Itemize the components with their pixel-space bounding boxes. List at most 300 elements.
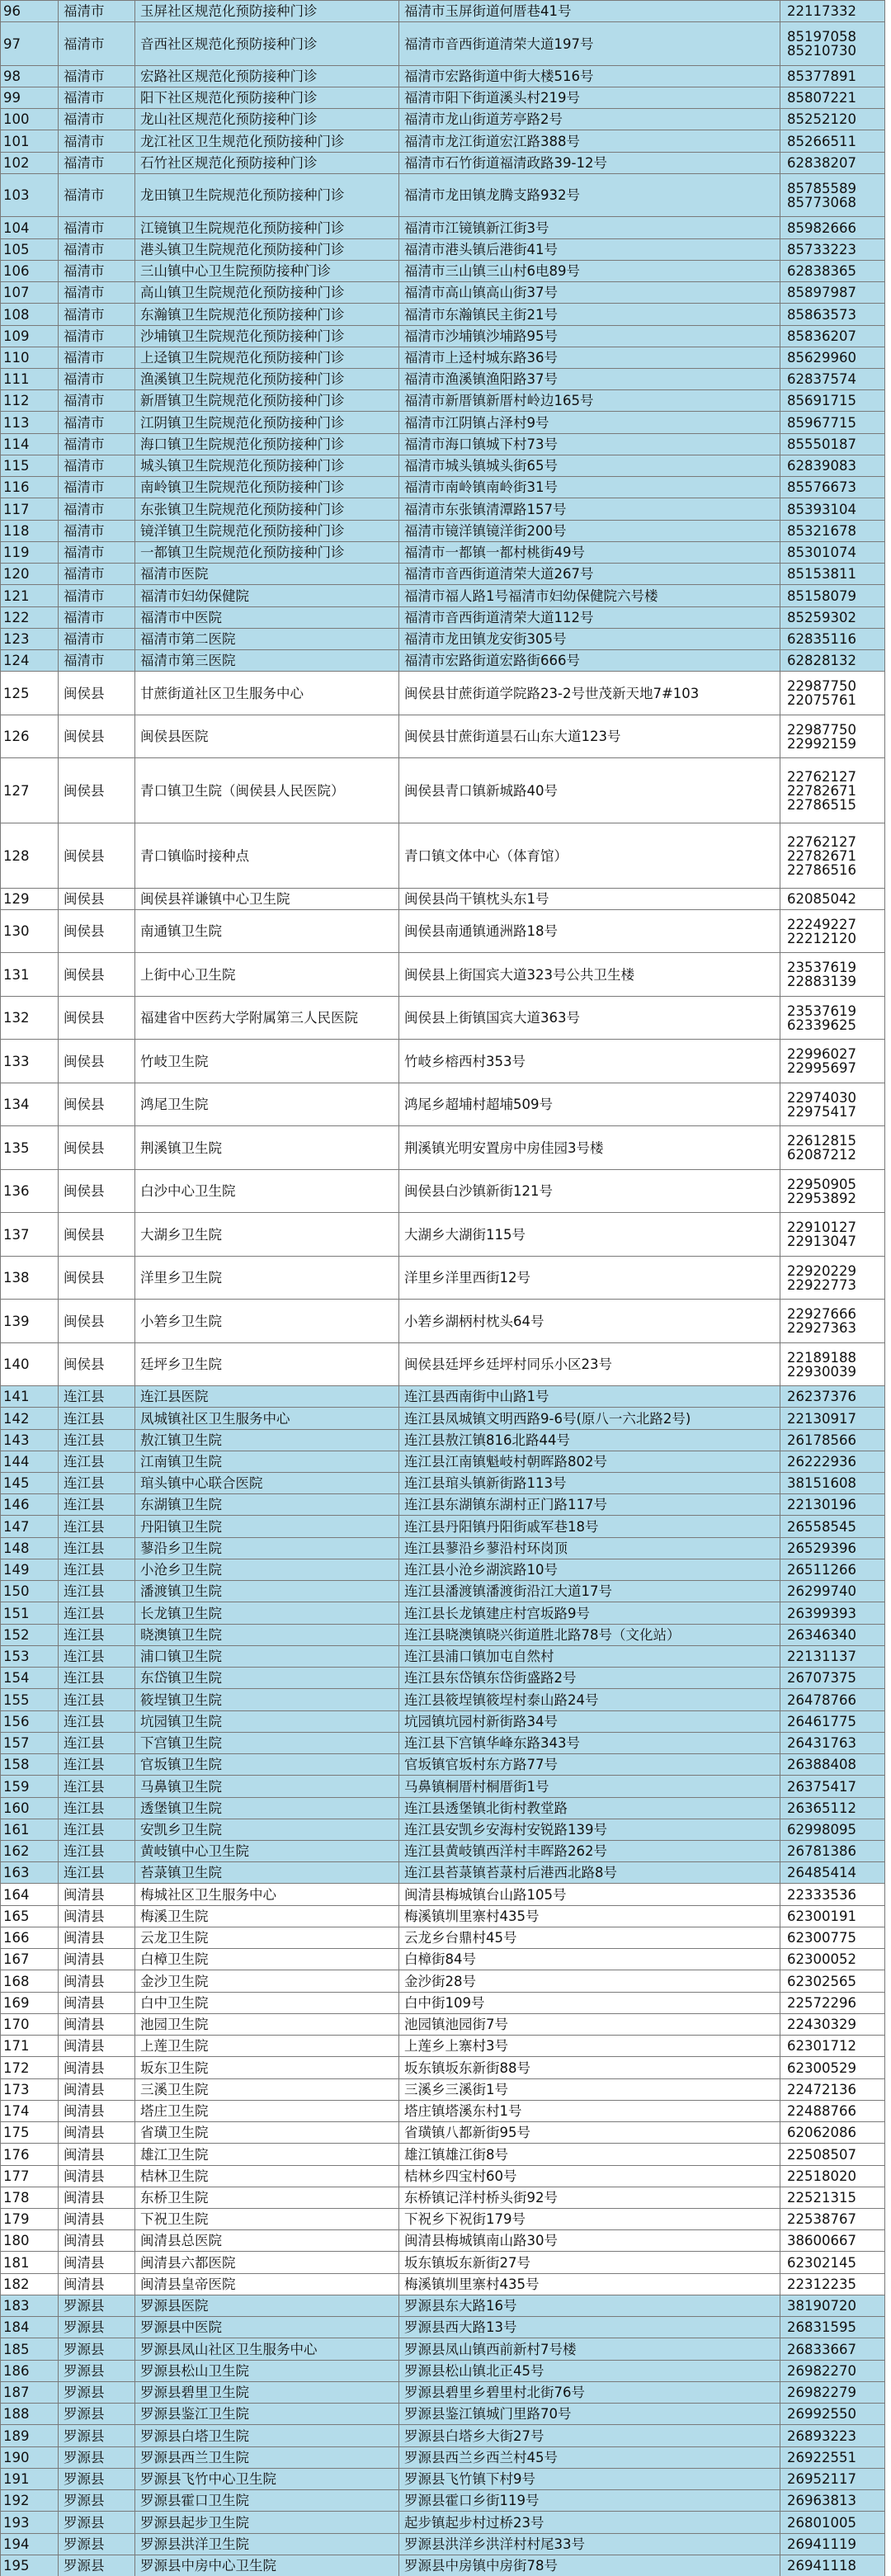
phone-number: 85982666 [787, 219, 856, 236]
phone-number: 62839083 [787, 458, 856, 474]
site-name-cell: 小沧乡卫生院 [135, 1559, 399, 1581]
phone-cell [780, 1993, 885, 2014]
address-cell: 连江县丹阳镇丹阳街戚军巷18号 [399, 1516, 780, 1538]
row-number: 153 [1, 1646, 59, 1668]
site-name-cell: 小箬乡卫生院 [135, 1300, 399, 1343]
district-cell: 福清市 [59, 521, 135, 542]
phone-number: 85393104 [787, 501, 856, 517]
phone-number: 26982270 [787, 2363, 856, 2379]
table-row [1, 282, 885, 304]
row-number: 147 [1, 1516, 59, 1538]
table-row [1, 2057, 885, 2079]
address-cell: 洋里乡洋里西街12号 [399, 1257, 780, 1300]
table-row [1, 347, 885, 369]
phone-number: 85863573 [787, 306, 856, 323]
table-row [1, 130, 885, 153]
district-cell: 连江县 [59, 1754, 135, 1776]
district-cell: 罗源县 [59, 2490, 135, 2512]
phone-cell [780, 1884, 885, 1906]
row-number: 106 [1, 261, 59, 282]
district-cell: 福清市 [59, 498, 135, 521]
row-number: 169 [1, 1993, 59, 2014]
phone-number: 26707375 [787, 1670, 856, 1686]
district-cell: 闽侯县 [59, 1083, 135, 1126]
phone-cell [780, 1494, 885, 1516]
site-name-cell: 坂东卫生院 [135, 2057, 399, 2079]
address-cell: 连江县安凯乡安海村安锐路139号 [399, 1819, 780, 1841]
phone-number: 26529396 [787, 1540, 856, 1556]
phone-cell [780, 2014, 885, 2036]
district-cell: 连江县 [59, 1473, 135, 1494]
address-cell: 荆溪镇光明安置房中房佳园3号楼 [399, 1126, 780, 1170]
site-name-cell: 闽清县皇帝医院 [135, 2274, 399, 2295]
address-cell: 福清市南岭镇南岭街31号 [399, 477, 780, 498]
site-name-cell: 桔林卫生院 [135, 2166, 399, 2187]
address-cell: 闽侯县甘蔗街道学院路23-2号世茂新天地7#103 [399, 672, 780, 715]
row-number: 125 [1, 672, 59, 715]
phone-cell [780, 2036, 885, 2057]
site-name-cell: 东湖镇卫生院 [135, 1494, 399, 1516]
row-number: 156 [1, 1711, 59, 1733]
table-row [1, 2512, 885, 2534]
table-row [1, 1602, 885, 1625]
phone-cell [780, 910, 885, 953]
table-row [1, 2404, 885, 2425]
site-name-cell: 罗源县医院 [135, 2295, 399, 2317]
site-name-cell: 阳下社区规范化预防接种门诊 [135, 87, 399, 109]
row-number: 141 [1, 1386, 59, 1408]
address-cell: 福清市福人路1号福清市妇幼保健院六号楼 [399, 585, 780, 607]
row-number: 160 [1, 1798, 59, 1819]
phone-number: 62828132 [787, 653, 856, 668]
site-name-cell: 鸿尾卫生院 [135, 1083, 399, 1126]
site-name-cell: 东岱镇卫生院 [135, 1668, 399, 1689]
phone-cell [780, 542, 885, 564]
phone-number: 23537619 [787, 960, 856, 975]
phone-number: 22996027 [787, 1046, 856, 1062]
row-number: 159 [1, 1776, 59, 1798]
row-number: 98 [1, 66, 59, 87]
district-cell: 闽清县 [59, 1927, 135, 1949]
site-name-cell: 透堡镇卫生院 [135, 1798, 399, 1819]
address-cell: 官坂镇官坂村东方路77号 [399, 1754, 780, 1776]
row-number: 113 [1, 412, 59, 434]
address-cell: 金沙街28号 [399, 1970, 780, 1993]
phone-number: 85301074 [787, 545, 856, 560]
table-row [1, 2469, 885, 2490]
phone-cell [780, 2512, 885, 2534]
address-cell: 罗源县西兰乡西兰村45号 [399, 2447, 780, 2469]
district-cell: 连江县 [59, 1668, 135, 1689]
table-row [1, 889, 885, 910]
district-cell: 闽清县 [59, 2101, 135, 2122]
phone-cell [780, 1581, 885, 1602]
row-number: 148 [1, 1538, 59, 1559]
site-name-cell: 蓼沿乡卫生院 [135, 1538, 399, 1559]
table-row [1, 153, 885, 174]
phone-number: 85197058 [787, 29, 856, 45]
phone-cell [780, 217, 885, 239]
table-row [1, 1668, 885, 1689]
address-cell: 梅溪镇圳里寨村435号 [399, 2274, 780, 2295]
phone-number: 62837574 [787, 371, 856, 387]
site-name-cell: 福清市妇幼保健院 [135, 585, 399, 607]
district-cell: 连江县 [59, 1602, 135, 1625]
site-name-cell: 下祝卫生院 [135, 2209, 399, 2230]
row-number: 119 [1, 542, 59, 564]
phone-number: 85321678 [787, 523, 856, 539]
table-row [1, 1819, 885, 1841]
phone-cell [780, 22, 885, 66]
phone-number: 22131137 [787, 1649, 856, 1664]
row-number: 191 [1, 2469, 59, 2490]
site-name-cell: 筱埕镇卫生院 [135, 1689, 399, 1711]
district-cell: 闽侯县 [59, 758, 135, 823]
address-cell: 罗源县凤山镇西前新村7号楼 [399, 2338, 780, 2361]
phone-number: 22762127 [787, 768, 856, 785]
address-cell: 上莲乡上寨村3号 [399, 2036, 780, 2057]
phone-number: 62302565 [787, 1973, 856, 1989]
district-cell: 福清市 [59, 22, 135, 66]
phone-cell [780, 607, 885, 629]
row-number: 178 [1, 2187, 59, 2209]
site-name-cell: 龙山社区规范化预防接种门诊 [135, 109, 399, 130]
phone-cell [780, 1602, 885, 1625]
phone-number: 22975417 [787, 1103, 856, 1120]
table-row [1, 22, 885, 66]
site-name-cell: 南通镇卫生院 [135, 910, 399, 953]
table-row [1, 1862, 885, 1884]
row-number: 127 [1, 758, 59, 823]
row-number: 134 [1, 1083, 59, 1126]
district-cell: 闽清县 [59, 2209, 135, 2230]
phone-number: 85252120 [787, 111, 856, 127]
phone-cell [780, 1625, 885, 1646]
phone-cell [780, 66, 885, 87]
address-cell: 连江县蓼沿乡蓼沿村环岗顶 [399, 1538, 780, 1559]
district-cell: 闽清县 [59, 2057, 135, 2079]
phone-number: 22987750 [787, 721, 856, 738]
phone-cell [780, 1711, 885, 1733]
table-row [1, 1213, 885, 1257]
address-cell: 福清市海口镇城下村73号 [399, 434, 780, 455]
address-cell: 连江县琯头镇新街路113号 [399, 1473, 780, 1494]
table-row [1, 87, 885, 109]
district-cell: 连江县 [59, 1711, 135, 1733]
phone-number: 26963813 [787, 2493, 856, 2508]
table-row [1, 953, 885, 997]
phone-number: 22130917 [787, 1410, 856, 1427]
phone-cell [780, 1949, 885, 1970]
phone-cell [780, 2382, 885, 2404]
site-name-cell: 白樟卫生院 [135, 1949, 399, 1970]
table-row [1, 758, 885, 823]
phone-number: 22488766 [787, 2103, 856, 2119]
phone-cell [780, 304, 885, 326]
site-name-cell: 凤城镇社区卫生服务中心 [135, 1408, 399, 1430]
phone-cell [780, 1473, 885, 1494]
phone-number: 62300052 [787, 1951, 856, 1967]
row-number: 163 [1, 1862, 59, 1884]
address-cell: 连江县长龙镇建庄村宫坂路9号 [399, 1602, 780, 1625]
row-number: 150 [1, 1581, 59, 1602]
phone-number: 62998095 [787, 1822, 856, 1838]
row-number: 194 [1, 2534, 59, 2555]
phone-cell [780, 153, 885, 174]
district-cell: 闽清县 [59, 2144, 135, 2166]
phone-number: 26478766 [787, 1691, 856, 1708]
phone-cell [780, 1430, 885, 1451]
table-row [1, 2425, 885, 2447]
site-name-cell: 下宫镇卫生院 [135, 1733, 399, 1754]
district-cell: 闽清县 [59, 2036, 135, 2057]
site-name-cell: 梅溪卫生院 [135, 1906, 399, 1927]
row-number: 115 [1, 455, 59, 477]
district-cell: 福清市 [59, 66, 135, 87]
table-row [1, 1408, 885, 1430]
site-name-cell: 罗源县飞竹中心卫生院 [135, 2469, 399, 2490]
site-name-cell: 宏路社区规范化预防接种门诊 [135, 66, 399, 87]
address-cell: 塔庄镇塔溪东村1号 [399, 2101, 780, 2122]
phone-cell [780, 1386, 885, 1408]
site-name-cell: 城头镇卫生院规范化预防接种门诊 [135, 455, 399, 477]
phone-number: 22782671 [787, 782, 856, 799]
phone-number: 22883139 [787, 974, 856, 989]
address-cell: 下祝乡下祝街179号 [399, 2209, 780, 2230]
site-name-cell: 石竹社区规范化预防接种门诊 [135, 153, 399, 174]
address-cell: 罗源县松山镇北正45号 [399, 2361, 780, 2382]
phone-number: 62085042 [787, 891, 856, 907]
phone-number: 22189188 [787, 1349, 856, 1366]
table-row [1, 564, 885, 585]
district-cell: 闽清县 [59, 1949, 135, 1970]
site-name-cell: 上莲卫生院 [135, 2036, 399, 2057]
site-name-cell: 梅城社区卫生服务中心 [135, 1884, 399, 1906]
table-row [1, 2447, 885, 2469]
address-cell: 福清市东张镇清潭路157号 [399, 498, 780, 521]
district-cell: 闽清县 [59, 2230, 135, 2252]
phone-cell [780, 1516, 885, 1538]
row-number: 177 [1, 2166, 59, 2187]
row-number: 162 [1, 1841, 59, 1862]
row-number: 187 [1, 2382, 59, 2404]
table-row [1, 1300, 885, 1343]
phone-number: 22950905 [787, 1176, 856, 1192]
table-row [1, 66, 885, 87]
phone-cell [780, 174, 885, 217]
district-cell: 福清市 [59, 1, 135, 22]
address-cell: 连江县苔菉镇苔菉村后港西北路8号 [399, 1862, 780, 1884]
phone-cell [780, 2101, 885, 2122]
phone-number: 22922773 [787, 1276, 856, 1293]
table-row [1, 2490, 885, 2512]
phone-cell [780, 239, 885, 261]
row-number: 192 [1, 2490, 59, 2512]
site-name-cell: 罗源县中医院 [135, 2317, 399, 2338]
address-cell: 连江县筱埕镇筱埕村泰山路24号 [399, 1689, 780, 1711]
phone-cell [780, 629, 885, 650]
phone-number: 26831595 [787, 2319, 856, 2335]
table-row [1, 2361, 885, 2382]
table-row [1, 390, 885, 412]
district-cell: 连江县 [59, 1430, 135, 1451]
address-cell: 闽侯县南通镇通洲路18号 [399, 910, 780, 953]
phone-cell [780, 521, 885, 542]
district-cell: 福清市 [59, 564, 135, 585]
phone-number: 26222936 [787, 1454, 856, 1470]
table-row [1, 174, 885, 217]
district-cell: 福清市 [59, 434, 135, 455]
district-cell: 连江县 [59, 1494, 135, 1516]
district-cell: 福清市 [59, 109, 135, 130]
phone-cell [780, 2187, 885, 2209]
site-name-cell: 连江县医院 [135, 1386, 399, 1408]
site-name-cell: 浦口镇卫生院 [135, 1646, 399, 1668]
phone-cell [780, 1927, 885, 1949]
address-cell: 罗源县洪洋乡洪洋村村尾33号 [399, 2534, 780, 2555]
phone-cell [780, 2079, 885, 2101]
phone-cell [780, 109, 885, 130]
phone-number: 22995697 [787, 1060, 856, 1076]
row-number: 114 [1, 434, 59, 455]
site-name-cell: 福清市中医院 [135, 607, 399, 629]
phone-cell [780, 282, 885, 304]
phone-number: 26178566 [787, 1432, 856, 1448]
phone-cell [780, 2122, 885, 2144]
row-number: 172 [1, 2057, 59, 2079]
phone-number: 26299740 [787, 1583, 856, 1599]
row-number: 190 [1, 2447, 59, 2469]
phone-number: 22333536 [787, 1886, 856, 1903]
site-name-cell: 廷坪乡卫生院 [135, 1343, 399, 1386]
site-name-cell: 音西社区规范化预防接种门诊 [135, 22, 399, 66]
phone-cell [780, 672, 885, 715]
phone-cell [780, 1, 885, 22]
district-cell: 连江县 [59, 1538, 135, 1559]
phone-number: 62300529 [787, 2059, 856, 2076]
address-cell: 连江县透堡镇北街村教堂路 [399, 1798, 780, 1819]
phone-number: 85967715 [787, 414, 856, 431]
phone-number: 85897987 [787, 285, 856, 300]
district-cell: 福清市 [59, 542, 135, 564]
site-name-cell: 福清市第三医院 [135, 650, 399, 672]
row-number: 149 [1, 1559, 59, 1581]
district-cell: 罗源县 [59, 2447, 135, 2469]
phone-cell [780, 2144, 885, 2166]
row-number: 188 [1, 2404, 59, 2425]
site-name-cell: 海口镇卫生院规范化预防接种门诊 [135, 434, 399, 455]
district-cell: 闽清县 [59, 1993, 135, 2014]
address-cell: 福清市龙山街道芳亭路2号 [399, 109, 780, 130]
table-row [1, 1798, 885, 1819]
row-number: 157 [1, 1733, 59, 1754]
phone-cell [780, 1300, 885, 1343]
table-row [1, 2555, 885, 2576]
district-cell: 连江县 [59, 1386, 135, 1408]
phone-number: 38600667 [787, 2233, 856, 2248]
address-cell: 福清市龙江街道宏江路388号 [399, 130, 780, 153]
district-cell: 连江县 [59, 1646, 135, 1668]
phone-cell [780, 2057, 885, 2079]
address-cell: 闽侯县甘蔗街道昙石山东大道123号 [399, 715, 780, 758]
site-name-cell: 安凯乡卫生院 [135, 1819, 399, 1841]
table-row [1, 2101, 885, 2122]
phone-number: 22518020 [787, 2168, 856, 2184]
row-number: 195 [1, 2555, 59, 2576]
site-name-cell: 高山镇卫生院规范化预防接种门诊 [135, 282, 399, 304]
table-row [1, 412, 885, 434]
row-number: 164 [1, 1884, 59, 1906]
phone-number: 26485414 [787, 1865, 856, 1880]
address-cell: 连江县黄岐镇西洋村丰晖路262号 [399, 1841, 780, 1862]
site-name-cell: 琯头镇中心联合医院 [135, 1473, 399, 1494]
table-row [1, 521, 885, 542]
phone-cell [780, 2534, 885, 2555]
phone-cell [780, 2425, 885, 2447]
district-cell: 福清市 [59, 650, 135, 672]
phone-cell [780, 2555, 885, 2576]
table-row [1, 585, 885, 607]
district-cell: 闽侯县 [59, 672, 135, 715]
row-number: 105 [1, 239, 59, 261]
phone-number: 85807221 [787, 90, 856, 106]
phone-number: 22521315 [787, 2190, 856, 2206]
table-row [1, 1689, 885, 1711]
table-row [1, 369, 885, 390]
phone-cell [780, 2338, 885, 2361]
site-name-cell: 丹阳镇卫生院 [135, 1516, 399, 1538]
table-row [1, 2274, 885, 2295]
district-cell: 闽清县 [59, 2274, 135, 2295]
row-number: 120 [1, 564, 59, 585]
address-cell: 福清市阳下街道溪头村219号 [399, 87, 780, 109]
phone-cell [780, 1733, 885, 1754]
phone-number: 85576673 [787, 479, 856, 495]
phone-cell [780, 889, 885, 910]
address-cell: 起步镇起步村过桥23号 [399, 2512, 780, 2534]
table-row [1, 650, 885, 672]
phone-cell [780, 1776, 885, 1798]
site-name-cell: 金沙卫生院 [135, 1970, 399, 1993]
site-name-cell: 福建省中医药大学附属第三人民医院 [135, 997, 399, 1040]
district-cell: 连江县 [59, 1581, 135, 1602]
phone-cell [780, 953, 885, 997]
phone-number: 22953892 [787, 1190, 856, 1206]
row-number: 129 [1, 889, 59, 910]
site-name-cell: 白沙中心卫生院 [135, 1170, 399, 1213]
row-number: 145 [1, 1473, 59, 1494]
phone-cell [780, 1689, 885, 1711]
phone-number: 22312235 [787, 2276, 856, 2292]
district-cell: 闽侯县 [59, 1126, 135, 1170]
row-number: 186 [1, 2361, 59, 2382]
district-cell: 连江县 [59, 1841, 135, 1862]
row-number: 111 [1, 369, 59, 390]
row-number: 135 [1, 1126, 59, 1170]
address-cell: 池园镇池园街7号 [399, 2014, 780, 2036]
address-cell: 福清市高山镇高山街37号 [399, 282, 780, 304]
district-cell: 闽侯县 [59, 953, 135, 997]
phone-number: 23537619 [787, 1003, 856, 1019]
table-row [1, 1430, 885, 1451]
table-row [1, 1625, 885, 1646]
phone-cell [780, 477, 885, 498]
site-name-cell: 池园卫生院 [135, 2014, 399, 2036]
district-cell: 福清市 [59, 174, 135, 217]
row-number: 144 [1, 1451, 59, 1473]
table-row [1, 910, 885, 953]
district-cell: 连江县 [59, 1776, 135, 1798]
